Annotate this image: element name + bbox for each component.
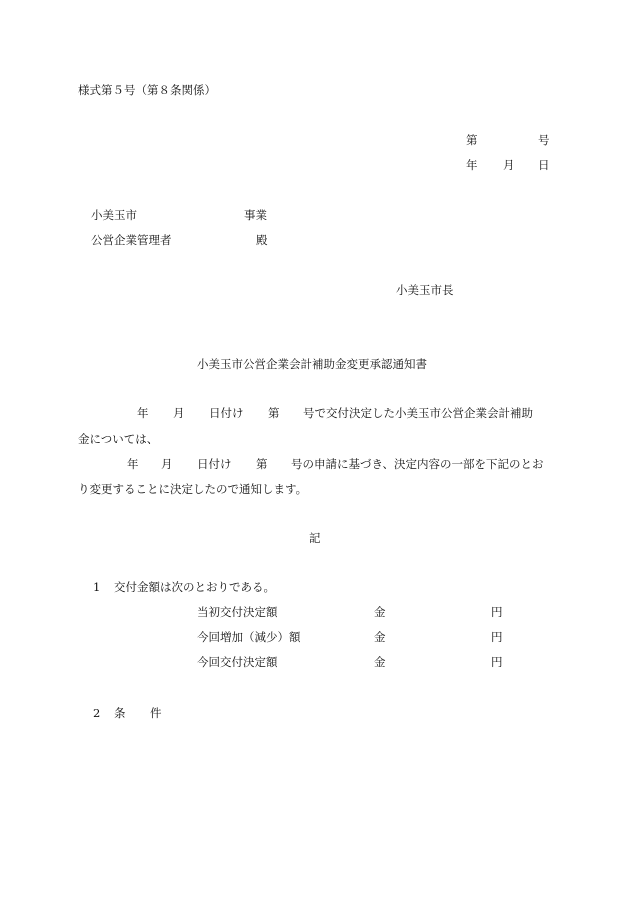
amount-yen: 円 [491, 655, 503, 669]
date-day: 日 [538, 158, 550, 172]
p2-month: 月 [161, 457, 173, 471]
document-title: 小美玉市公営企業会計補助金変更承認通知書 [197, 357, 427, 371]
form-number: 様式第５号（第８条関係） [78, 83, 216, 97]
amount-yen: 円 [491, 605, 503, 619]
amount-label: 当初交付決定額 [197, 605, 278, 619]
item-1-number: 1 [93, 580, 101, 594]
date-month: 月 [503, 158, 515, 172]
p1-dated: 日付け [209, 406, 244, 420]
p1-month: 月 [173, 406, 185, 420]
p1-no-prefix: 第 [268, 406, 280, 420]
amount-kin: 金 [374, 655, 386, 669]
body-line-4: り変更することに決定したので通知します。 [78, 482, 308, 496]
p2-rest: 号の申請に基づき、決定内容の一部を下記のとお [291, 457, 544, 471]
item-2-label-1: 条 [114, 706, 126, 720]
p2-no-prefix: 第 [256, 457, 268, 471]
p1-rest: 号で交付決定した小美玉市公営企業会計補助 [303, 406, 533, 420]
amount-yen: 円 [491, 630, 503, 644]
item-1-text: 交付金額は次のとおりである。 [114, 580, 275, 594]
ki-heading: 記 [309, 531, 321, 545]
amount-kin: 金 [374, 630, 386, 644]
amount-label: 今回増加（減少）額 [197, 630, 301, 644]
p2-year: 年 [127, 457, 139, 471]
p1-year: 年 [137, 406, 149, 420]
date-year: 年 [466, 158, 478, 172]
item-2-number: 2 [93, 706, 101, 720]
addressee-business: 事業 [244, 208, 267, 222]
addressee-city: 小美玉市 [91, 208, 137, 222]
addressee-honorific: 殿 [256, 233, 268, 247]
sender: 小美玉市長 [396, 283, 454, 297]
item-2-label-2: 件 [150, 706, 162, 720]
doc-number-prefix: 第 [466, 133, 478, 147]
amount-kin: 金 [374, 605, 386, 619]
body-line-2: 金については、 [78, 432, 159, 446]
doc-number-suffix: 号 [538, 133, 550, 147]
addressee-title: 公営企業管理者 [91, 233, 172, 247]
p2-dated: 日付け [197, 457, 232, 471]
amount-label: 今回交付決定額 [197, 655, 278, 669]
